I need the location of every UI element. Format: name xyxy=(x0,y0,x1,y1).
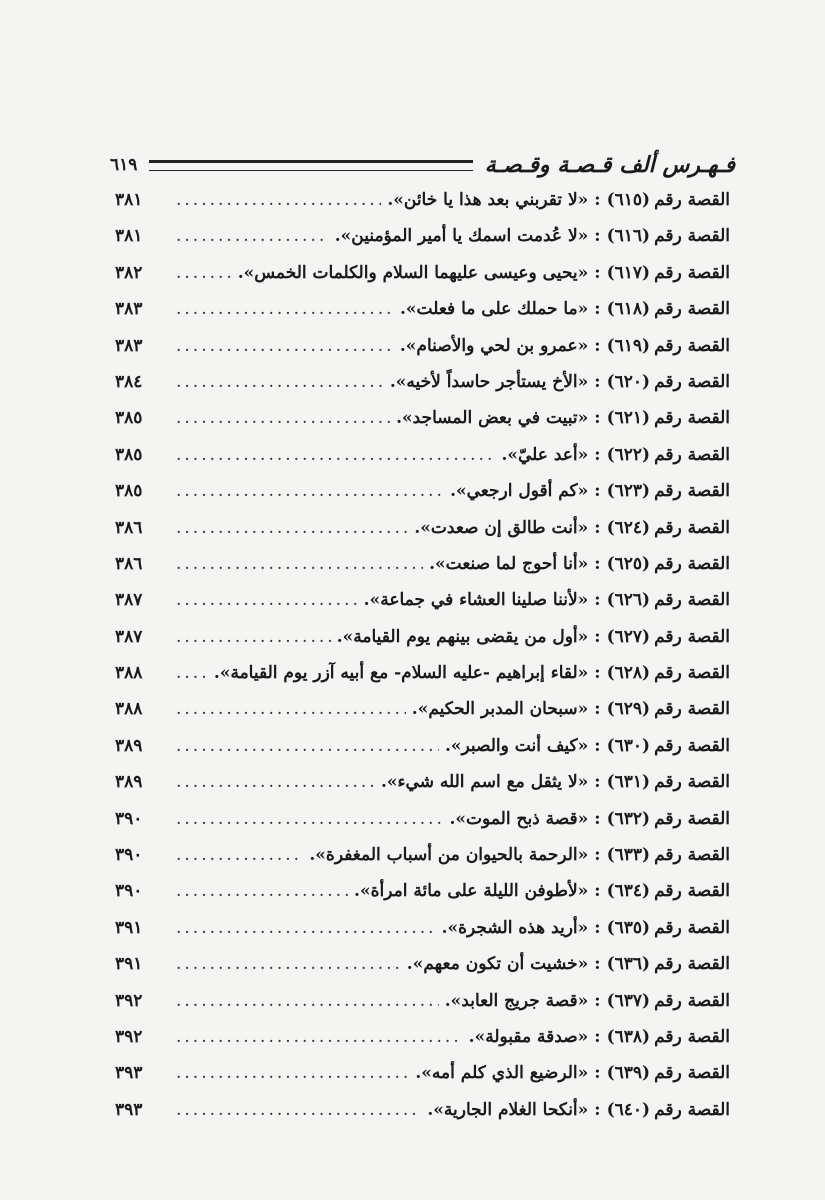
dot-leader xyxy=(176,1027,463,1047)
entry-page: ٣٨٣ xyxy=(115,335,143,356)
toc-entry xyxy=(115,1100,730,1136)
entry-page: ٣٩٢ xyxy=(115,990,143,1011)
entry-number: (٦٣٠) xyxy=(606,735,651,756)
dot-leader xyxy=(176,845,303,865)
entry-title: «أنا أحوج لما صنعت». xyxy=(429,553,589,574)
dot-leader xyxy=(176,336,394,356)
entry-title: «كيف أنت والصبر». xyxy=(444,735,589,756)
entry-number: (٦١٩) xyxy=(606,335,651,356)
entry-label: القصة رقم xyxy=(654,663,730,684)
entry-separator: : xyxy=(594,408,601,429)
entry-title: «أول من يقضى بينهم يوم القيامة». xyxy=(336,626,589,647)
toc-entry xyxy=(115,299,730,335)
entry-page: ٣٨٥ xyxy=(115,408,143,429)
entry-separator: : xyxy=(594,590,601,611)
dot-leader xyxy=(176,408,390,428)
entry-separator: : xyxy=(594,1063,601,1084)
entry-separator: : xyxy=(594,663,601,684)
dot-leader xyxy=(176,1063,409,1083)
dot-leader xyxy=(176,699,406,719)
entry-title: «كم أقول ارجعي». xyxy=(450,481,589,502)
entry-title: «قصة ذبح الموت». xyxy=(449,808,589,829)
entry-title: «أنت طالق إن صعدت». xyxy=(414,517,589,538)
entry-number: (٦٣٩) xyxy=(606,1063,651,1084)
entry-page: ٣٩٣ xyxy=(115,1099,143,1120)
entry-title: «عمرو بن لحي والأصنام». xyxy=(399,335,589,356)
toc-entry xyxy=(115,954,730,990)
entry-separator: : xyxy=(594,481,601,502)
entry-label: القصة رقم xyxy=(654,1026,730,1047)
entry-number: (٦٣٤) xyxy=(606,881,651,902)
entry-separator: : xyxy=(594,190,601,210)
toc-entry xyxy=(115,1027,730,1063)
entry-label: القصة رقم xyxy=(654,299,730,320)
entry-separator: : xyxy=(594,772,601,793)
dot-leader xyxy=(176,627,331,647)
toc-entry xyxy=(115,226,730,262)
entry-label: القصة رقم xyxy=(654,735,730,756)
entry-page: ٣٨٦ xyxy=(115,517,143,538)
dot-leader xyxy=(176,299,394,319)
toc-entry xyxy=(115,918,730,954)
toc-entry xyxy=(115,699,730,735)
entry-separator: : xyxy=(594,881,601,902)
entry-page: ٣٩٢ xyxy=(115,1026,143,1047)
entry-page: ٣٩٠ xyxy=(115,881,143,902)
entry-label: القصة رقم xyxy=(654,772,730,793)
toc-entry xyxy=(115,263,730,299)
entry-separator: : xyxy=(594,444,601,465)
entry-number: (٦٣٦) xyxy=(606,954,651,975)
entry-number: (٦٣٧) xyxy=(606,990,651,1011)
entry-separator: : xyxy=(594,1026,601,1047)
entry-label: القصة رقم xyxy=(654,553,730,574)
entry-page: ٣٩٠ xyxy=(115,845,143,866)
entry-page: ٣٩٠ xyxy=(115,808,143,829)
entry-page: ٣٨٥ xyxy=(115,444,143,465)
entry-title: «الرحمة بالحيوان من أسباب المغفرة». xyxy=(309,845,589,866)
entry-label: القصة رقم xyxy=(654,371,730,392)
toc-entry xyxy=(115,736,730,772)
entry-page: ٣٨١ xyxy=(115,226,143,247)
entry-page: ٣٨٤ xyxy=(115,371,143,392)
dot-leader xyxy=(176,554,423,574)
entry-label: القصة رقم xyxy=(654,917,730,938)
dot-leader xyxy=(176,881,348,901)
entry-label: القصة رقم xyxy=(654,954,730,975)
header-title: فـهـرس ألف قـصـة وقـصـة xyxy=(484,152,735,178)
table-of-contents xyxy=(115,190,730,1136)
entry-page: ٣٨٧ xyxy=(115,626,143,647)
toc-entry xyxy=(115,1063,730,1099)
toc-entry xyxy=(115,663,730,699)
entry-separator: : xyxy=(594,954,601,975)
entry-separator: : xyxy=(594,990,601,1011)
entry-separator: : xyxy=(594,699,601,720)
entry-title: «لقاء إبراهيم -عليه السلام- مع أبيه آزر يوم القيامة». xyxy=(213,663,589,684)
toc-entry xyxy=(115,554,730,590)
entry-number: (٦٢٥) xyxy=(606,553,651,574)
entry-title: «أعد عليّ». xyxy=(501,444,589,465)
entry-page: ٣٩١ xyxy=(115,954,143,975)
entry-number: (٦٣٣) xyxy=(606,845,651,866)
entry-number: (٦٢٤) xyxy=(606,517,651,538)
toc-entry xyxy=(115,991,730,1027)
entry-number: (٦٤٠) xyxy=(606,1099,651,1120)
entry-separator: : xyxy=(594,335,601,356)
entry-label: القصة رقم xyxy=(654,1063,730,1084)
entry-number: (٦٣٥) xyxy=(606,917,651,938)
entry-label: القصة رقم xyxy=(654,335,730,356)
entry-title: «أنكحا الغلام الجارية». xyxy=(427,1099,589,1120)
entry-number: (٦١٥) xyxy=(606,190,651,210)
entry-title: «لا تقربني بعد هذا يا خائن». xyxy=(387,190,589,210)
entry-number: (٦٣٨) xyxy=(606,1026,651,1047)
entry-title: «قصة جريج العابد». xyxy=(444,990,589,1011)
entry-label: القصة رقم xyxy=(654,444,730,465)
entry-title: «صدقة مقبولة». xyxy=(468,1026,589,1047)
toc-entry xyxy=(115,772,730,808)
entry-page: ٣٨٦ xyxy=(115,553,143,574)
entry-number: (٦٢٠) xyxy=(606,371,651,392)
entry-label: القصة رقم xyxy=(654,626,730,647)
toc-entry xyxy=(115,445,730,481)
entry-label: القصة رقم xyxy=(654,845,730,866)
entry-separator: : xyxy=(594,1099,601,1120)
entry-title: «أريد هذه الشجرة». xyxy=(441,917,589,938)
toc-entry xyxy=(115,190,730,226)
dot-leader xyxy=(176,772,375,792)
entry-number: (٦١٦) xyxy=(606,226,651,247)
entry-label: القصة رقم xyxy=(654,481,730,502)
entry-separator: : xyxy=(594,735,601,756)
entry-number: (٦١٨) xyxy=(606,299,651,320)
toc-entry xyxy=(115,372,730,408)
dot-leader xyxy=(176,918,436,938)
toc-entry xyxy=(115,881,730,917)
toc-entry xyxy=(115,518,730,554)
entry-separator: : xyxy=(594,226,601,247)
entry-separator: : xyxy=(594,917,601,938)
entry-page: ٣٩٣ xyxy=(115,1063,143,1084)
entry-page: ٣٩١ xyxy=(115,917,143,938)
entry-title: «تبيت في بعض المساجد». xyxy=(396,408,589,429)
entry-number: (٦٢٨) xyxy=(606,663,651,684)
toc-entry xyxy=(115,845,730,881)
dot-leader xyxy=(176,736,439,756)
entry-separator: : xyxy=(594,371,601,392)
entry-number: (٦٢٩) xyxy=(606,699,651,720)
entry-title: «سبحان المدبر الحكيم». xyxy=(411,699,589,720)
dot-leader xyxy=(176,954,401,974)
dot-leader xyxy=(176,372,384,392)
toc-entry xyxy=(115,627,730,663)
header-page-number: ٦١٩ xyxy=(110,155,138,175)
dot-leader xyxy=(176,590,358,610)
dot-leader xyxy=(176,663,208,683)
entry-number: (٦٢٣) xyxy=(606,481,651,502)
toc-entry xyxy=(115,481,730,517)
entry-page: ٣٨٩ xyxy=(115,772,143,793)
entry-separator: : xyxy=(594,808,601,829)
entry-number: (٦٣١) xyxy=(606,772,651,793)
entry-label: القصة رقم xyxy=(654,190,730,210)
entry-separator: : xyxy=(594,262,601,283)
toc-entry xyxy=(115,408,730,444)
running-header xyxy=(110,148,735,182)
entry-title: «خشيت أن تكون معهم». xyxy=(406,954,589,975)
entry-number: (٦٢٧) xyxy=(606,626,651,647)
entry-label: القصة رقم xyxy=(654,990,730,1011)
entry-label: القصة رقم xyxy=(654,881,730,902)
entry-page: ٣٨٧ xyxy=(115,590,143,611)
entry-label: القصة رقم xyxy=(654,226,730,247)
entry-separator: : xyxy=(594,517,601,538)
entry-label: القصة رقم xyxy=(654,408,730,429)
entry-title: «لا يثقل مع اسم الله شيء». xyxy=(381,772,589,793)
entry-page: ٣٨١ xyxy=(115,190,143,210)
entry-number: (٦١٧) xyxy=(606,262,651,283)
entry-label: القصة رقم xyxy=(654,699,730,720)
dot-leader xyxy=(176,481,444,501)
dot-leader xyxy=(176,445,495,465)
entry-label: القصة رقم xyxy=(654,262,730,283)
entry-title: «الرضيع الذي كلم أمه». xyxy=(415,1063,589,1084)
dot-leader xyxy=(176,226,329,246)
entry-page: ٣٨٨ xyxy=(115,699,143,720)
entry-page: ٣٨٢ xyxy=(115,262,143,283)
dot-leader xyxy=(176,190,381,210)
entry-number: (٦٢٢) xyxy=(606,444,651,465)
entry-number: (٦٢٦) xyxy=(606,590,651,611)
entry-page: ٣٨٩ xyxy=(115,735,143,756)
dot-leader xyxy=(176,1100,421,1120)
entry-number: (٦٣٢) xyxy=(606,808,651,829)
entry-title: «يحيى وعيسى عليهما السلام والكلمات الخمس». xyxy=(237,262,589,283)
entry-title: «ما حملك على ما فعلت». xyxy=(399,299,589,320)
entry-separator: : xyxy=(594,845,601,866)
entry-label: القصة رقم xyxy=(654,808,730,829)
entry-separator: : xyxy=(594,626,601,647)
entry-label: القصة رقم xyxy=(654,1099,730,1120)
toc-entry xyxy=(115,336,730,372)
dot-leader xyxy=(176,518,408,538)
header-rule xyxy=(149,160,472,171)
entry-title: «لا عُدمت اسمك يا أمير المؤمنين». xyxy=(334,226,589,247)
entry-page: ٣٨٥ xyxy=(115,481,143,502)
entry-page: ٣٨٣ xyxy=(115,299,143,320)
entry-number: (٦٢١) xyxy=(606,408,651,429)
toc-entry xyxy=(115,809,730,845)
entry-title: «لأطوفن الليلة على مائة امرأة». xyxy=(354,881,589,902)
entry-label: القصة رقم xyxy=(654,517,730,538)
entry-title: «الأخ يستأجر حاسداً لأخيه». xyxy=(389,371,589,392)
entry-separator: : xyxy=(594,299,601,320)
entry-page: ٣٨٨ xyxy=(115,663,143,684)
entry-separator: : xyxy=(594,553,601,574)
dot-leader xyxy=(176,991,439,1011)
dot-leader xyxy=(176,809,444,829)
entry-label: القصة رقم xyxy=(654,590,730,611)
entry-title: «لأننا صلينا العشاء في جماعة». xyxy=(363,590,589,611)
toc-entry xyxy=(115,590,730,626)
dot-leader xyxy=(176,263,232,283)
